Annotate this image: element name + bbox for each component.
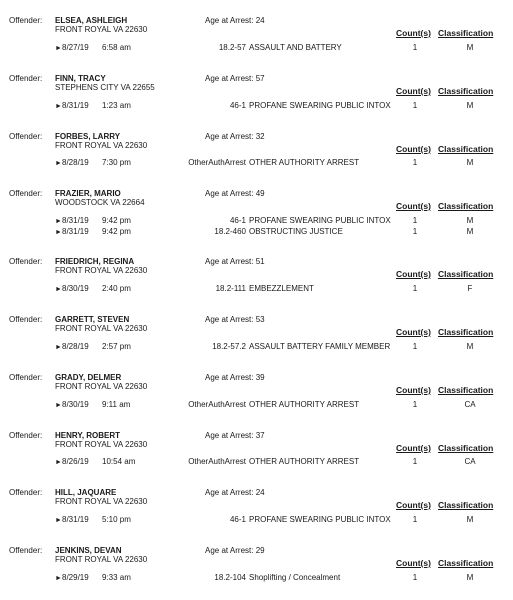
- age-label: Age at Arrest:: [205, 315, 254, 324]
- offender-label: Offender:: [9, 315, 43, 324]
- offender-name: FINN, TRACY: [55, 74, 106, 83]
- charge-date: 8/31/19: [62, 515, 89, 524]
- charge-count: 1: [412, 227, 418, 236]
- charge-time: 9:33 am: [102, 573, 131, 582]
- charge-code: 18.2-460: [214, 227, 246, 236]
- count-header: Count(s): [396, 144, 431, 154]
- age-label: Age at Arrest:: [205, 132, 254, 141]
- classification-header: Classification: [438, 443, 494, 453]
- bullet-arrow-icon: ►: [55, 159, 62, 167]
- offender-name: ELSEA, ASHLEIGH: [55, 16, 128, 25]
- offender-name: HENRY, ROBERT: [55, 431, 121, 440]
- offender-address: FRONT ROYAL VA 22630: [55, 555, 148, 564]
- charge-row: [0, 343, 513, 353]
- age-label: Age at Arrest:: [205, 431, 254, 440]
- offender-address: FRONT ROYAL VA 22630: [55, 324, 148, 333]
- charge-time: 9:11 am: [102, 400, 131, 409]
- count-header: Count(s): [396, 28, 431, 38]
- age-value: 39: [255, 373, 265, 382]
- count-header: Count(s): [396, 558, 431, 568]
- charge-description: PROFANE SWEARING PUBLIC INTOX: [249, 101, 391, 110]
- charge-date: 8/30/19: [62, 284, 89, 293]
- charge-time: 2:40 pm: [102, 284, 131, 293]
- charge-row: [0, 102, 513, 112]
- charge-description: OBSTRUCTING JUSTICE: [249, 227, 343, 236]
- charge-count: 1: [412, 342, 418, 351]
- bullet-arrow-icon: ►: [55, 228, 62, 236]
- column-headers: [396, 328, 501, 338]
- classification-header: Classification: [438, 144, 494, 154]
- classification-header: Classification: [438, 28, 494, 38]
- bullet-arrow-icon: ►: [55, 458, 62, 466]
- offender-label: Offender:: [9, 74, 43, 83]
- count-header: Count(s): [396, 500, 431, 510]
- offender-name: HILL, JAQUARE: [55, 488, 117, 497]
- age-at-arrest: [205, 316, 265, 324]
- bullet-arrow-icon: ►: [55, 285, 62, 293]
- charge-count: 1: [412, 400, 418, 409]
- charge-classification: M: [466, 515, 474, 524]
- charge-time: 6:58 am: [102, 43, 131, 52]
- column-headers: [396, 444, 501, 454]
- count-header: Count(s): [396, 86, 431, 96]
- age-value: 24: [255, 488, 265, 497]
- offender-label: Offender:: [9, 373, 43, 382]
- age-at-arrest: [205, 75, 265, 83]
- charge-time: 5:10 pm: [102, 515, 131, 524]
- column-headers: [396, 386, 501, 396]
- charge-date: 8/26/19: [62, 457, 89, 466]
- age-label: Age at Arrest:: [205, 373, 254, 382]
- charge-count: 1: [412, 457, 418, 466]
- column-headers: [396, 559, 501, 569]
- charge-row: [0, 228, 513, 238]
- bullet-arrow-icon: ►: [55, 217, 62, 225]
- offender-name: FRIEDRICH, REGINA: [55, 257, 135, 266]
- charge-row: [0, 401, 513, 411]
- charge-code: OtherAuthArrest: [188, 400, 246, 409]
- charge-count: 1: [412, 101, 418, 110]
- charge-date: 8/28/19: [62, 342, 89, 351]
- age-at-arrest: [205, 190, 265, 198]
- age-label: Age at Arrest:: [205, 546, 254, 555]
- charge-description: OTHER AUTHORITY ARREST: [249, 400, 360, 409]
- age-label: Age at Arrest:: [205, 189, 254, 198]
- column-headers: [396, 202, 501, 212]
- charge-classification: M: [466, 342, 474, 351]
- offender-name: GARRETT, STEVEN: [55, 315, 130, 324]
- offender-address: FRONT ROYAL VA 22630: [55, 440, 148, 449]
- age-at-arrest: [205, 374, 265, 382]
- age-at-arrest: [205, 17, 265, 25]
- charge-description: EMBEZZLEMENT: [249, 284, 314, 293]
- charge-description: PROFANE SWEARING PUBLIC INTOX: [249, 515, 391, 524]
- charge-row: [0, 285, 513, 295]
- column-headers: [396, 270, 501, 280]
- column-headers: [396, 145, 501, 155]
- offender-label: Offender:: [9, 546, 43, 555]
- age-value: 53: [255, 315, 265, 324]
- charge-date: 8/31/19: [62, 216, 89, 225]
- charge-row: [0, 516, 513, 526]
- charge-code: OtherAuthArrest: [188, 158, 246, 167]
- offender-name: FORBES, LARRY: [55, 132, 121, 141]
- classification-header: Classification: [438, 86, 494, 96]
- bullet-arrow-icon: ►: [55, 574, 62, 582]
- age-label: Age at Arrest:: [205, 16, 254, 25]
- charge-classification: M: [466, 101, 474, 110]
- offender-name: JENKINS, DEVAN: [55, 546, 122, 555]
- age-label: Age at Arrest:: [205, 74, 254, 83]
- charge-classification: M: [466, 43, 474, 52]
- offender-label: Offender:: [9, 488, 43, 497]
- age-value: 32: [255, 132, 265, 141]
- offender-address: FRONT ROYAL VA 22630: [55, 382, 148, 391]
- offender-address: FRONT ROYAL VA 22630: [55, 25, 148, 34]
- bullet-arrow-icon: ►: [55, 516, 62, 524]
- charge-description: ASSAULT AND BATTERY: [249, 43, 342, 52]
- column-headers: [396, 501, 501, 511]
- charge-count: 1: [412, 43, 418, 52]
- age-value: 24: [255, 16, 265, 25]
- offender-label: Offender:: [9, 431, 43, 440]
- classification-header: Classification: [438, 558, 494, 568]
- age-value: 49: [255, 189, 265, 198]
- charge-time: 9:42 pm: [102, 227, 131, 236]
- age-value: 37: [255, 431, 265, 440]
- charge-time: 7:30 pm: [102, 158, 131, 167]
- offender-name: GRADY, DELMER: [55, 373, 122, 382]
- charge-row: [0, 44, 513, 54]
- age-at-arrest: [205, 133, 265, 141]
- offender-address: FRONT ROYAL VA 22630: [55, 497, 148, 506]
- charge-classification: CA: [464, 457, 476, 466]
- bullet-arrow-icon: ►: [55, 44, 62, 52]
- charge-code: 18.2-104: [214, 573, 246, 582]
- charge-description: OTHER AUTHORITY ARREST: [249, 158, 360, 167]
- charge-time: 9:42 pm: [102, 216, 131, 225]
- count-header: Count(s): [396, 327, 431, 337]
- count-header: Count(s): [396, 269, 431, 279]
- charge-row: [0, 159, 513, 169]
- count-header: Count(s): [396, 443, 431, 453]
- offender-address: FRONT ROYAL VA 22630: [55, 266, 148, 275]
- bullet-arrow-icon: ►: [55, 343, 62, 351]
- charge-time: 1:23 am: [102, 101, 131, 110]
- offender-label: Offender:: [9, 132, 43, 141]
- charge-classification: M: [466, 158, 474, 167]
- charge-date: 8/30/19: [62, 400, 89, 409]
- charge-count: 1: [412, 573, 418, 582]
- age-value: 51: [255, 257, 265, 266]
- charge-classification: CA: [464, 400, 476, 409]
- count-header: Count(s): [396, 201, 431, 211]
- charge-count: 1: [412, 216, 418, 225]
- charge-code: 18.2-57: [218, 43, 246, 52]
- charge-classification: M: [466, 216, 474, 225]
- charge-count: 1: [412, 158, 418, 167]
- offender-label: Offender:: [9, 257, 43, 266]
- charge-code: OtherAuthArrest: [188, 457, 246, 466]
- charge-row: [0, 574, 513, 584]
- charge-row: [0, 217, 513, 227]
- offender-label: Offender:: [9, 189, 43, 198]
- charge-code: 18.2-111: [215, 284, 246, 293]
- charge-description: PROFANE SWEARING PUBLIC INTOX: [249, 216, 391, 225]
- charge-count: 1: [412, 284, 418, 293]
- charge-row: [0, 458, 513, 468]
- charge-date: 8/31/19: [62, 227, 89, 236]
- age-at-arrest: [205, 489, 265, 497]
- count-header: Count(s): [396, 385, 431, 395]
- bullet-arrow-icon: ►: [55, 102, 62, 110]
- charge-date: 8/27/19: [62, 43, 89, 52]
- classification-header: Classification: [438, 500, 494, 510]
- age-at-arrest: [205, 432, 265, 440]
- age-at-arrest: [205, 258, 265, 266]
- charge-classification: M: [466, 573, 474, 582]
- age-label: Age at Arrest:: [205, 488, 254, 497]
- charge-code: 46-1: [229, 216, 246, 225]
- classification-header: Classification: [438, 269, 494, 279]
- charge-code: 46-1: [229, 101, 246, 110]
- charge-classification: F: [467, 284, 473, 293]
- column-headers: [396, 87, 501, 97]
- offender-address: STEPHENS CITY VA 22655: [55, 83, 155, 92]
- offender-label: Offender:: [9, 16, 43, 25]
- classification-header: Classification: [438, 385, 494, 395]
- charge-date: 8/29/19: [62, 573, 89, 582]
- charge-count: 1: [412, 515, 418, 524]
- charge-date: 8/28/19: [62, 158, 89, 167]
- classification-header: Classification: [438, 327, 494, 337]
- offender-address: FRONT ROYAL VA 22630: [55, 141, 148, 150]
- column-headers: [396, 29, 501, 39]
- charge-classification: M: [466, 227, 474, 236]
- charge-code: 18.2-57.2: [212, 342, 246, 351]
- age-value: 57: [255, 74, 265, 83]
- offender-address: WOODSTOCK VA 22664: [55, 198, 145, 207]
- charge-time: 2:57 pm: [102, 342, 131, 351]
- charge-code: 46-1: [229, 515, 246, 524]
- charge-description: Shoplifting / Concealment: [249, 573, 341, 582]
- age-label: Age at Arrest:: [205, 257, 254, 266]
- offender-name: FRAZIER, MARIO: [55, 189, 121, 198]
- age-value: 29: [255, 546, 265, 555]
- age-at-arrest: [205, 547, 265, 555]
- charge-description: ASSAULT BATTERY FAMILY MEMBER: [249, 342, 391, 351]
- charge-date: 8/31/19: [62, 101, 89, 110]
- charge-time: 10:54 am: [102, 457, 136, 466]
- charge-description: OTHER AUTHORITY ARREST: [249, 457, 360, 466]
- bullet-arrow-icon: ►: [55, 401, 62, 409]
- classification-header: Classification: [438, 201, 494, 211]
